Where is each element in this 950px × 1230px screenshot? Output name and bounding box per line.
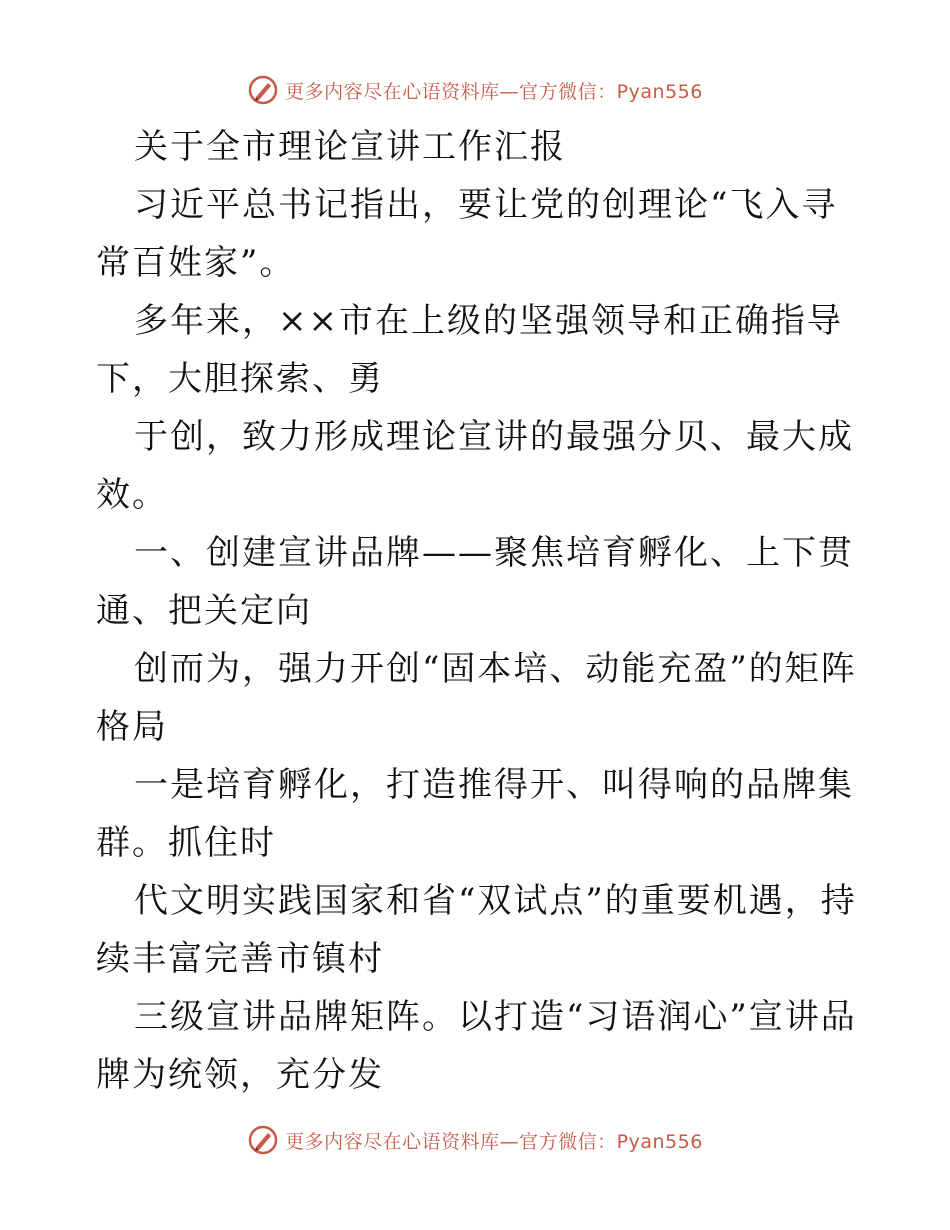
paragraph: 多年来，××市在上级的坚强领导和正确指导下，大胆探索、勇 xyxy=(96,301,843,399)
header-banner xyxy=(0,70,950,110)
paragraph: 习近平总书记指出，要让党的创理论“飞入寻常百姓家”。 xyxy=(96,185,838,283)
document-title: 关于全市理论宣讲工作汇报 xyxy=(134,127,566,167)
paragraph: 创而为，强力开创“固本培、动能充盈”的矩阵格局 xyxy=(96,649,857,747)
pen-logo-icon xyxy=(247,1124,279,1156)
pen-logo-icon xyxy=(247,74,279,106)
paragraph: 三级宣讲品牌矩阵。以打造“习语润心”宣讲品牌为统领，充分发 xyxy=(96,997,857,1095)
document-body xyxy=(96,118,866,1104)
paragraph: 一是培育孵化，打造推得开、叫得响的品牌集群。抓住时 xyxy=(96,765,854,863)
footer-banner xyxy=(0,1120,950,1160)
paragraph: 于创，致力形成理论宣讲的最强分贝、最大成效。 xyxy=(96,417,854,515)
paragraph: 代文明实践国家和省“双试点”的重要机遇，持续丰富完善市镇村 xyxy=(96,881,857,979)
header-banner-text: 更多内容尽在心语资料库—官方微信：Pyan556 xyxy=(285,80,703,103)
section-heading: 一、创建宣讲品牌——聚焦培育孵化、上下贯通、把关定向 xyxy=(96,533,854,631)
footer-banner-text: 更多内容尽在心语资料库—官方微信：Pyan556 xyxy=(285,1130,703,1153)
